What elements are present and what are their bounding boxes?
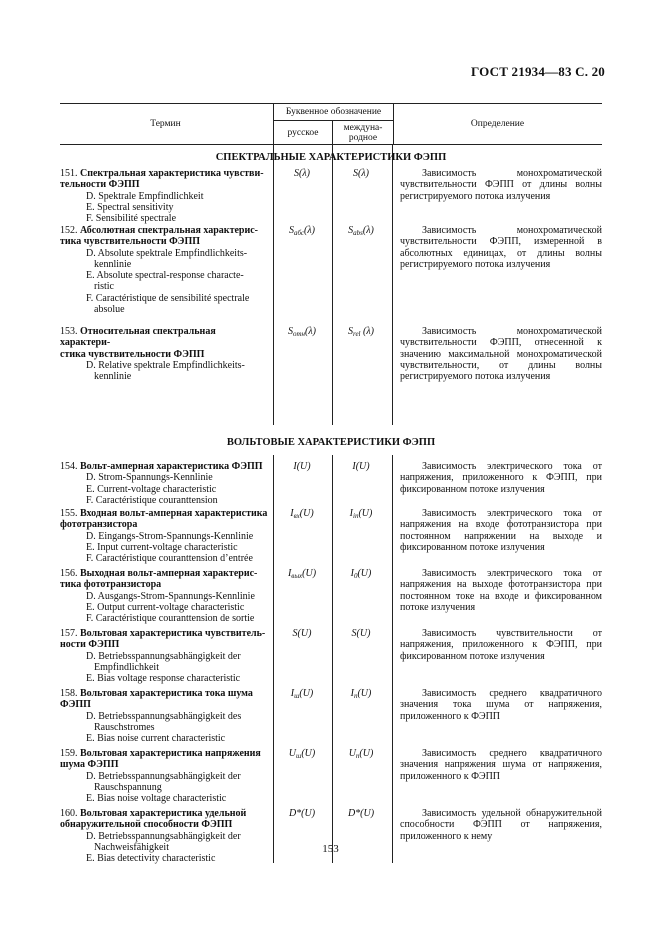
term-title-line1: Входная вольт-амперная характеристика xyxy=(80,508,268,519)
term-english: E. Absolute spectral-response characte- xyxy=(86,270,244,282)
term-title-line1: Вольтовая характеристика тока шума xyxy=(80,688,253,699)
symbol-base: I xyxy=(287,568,292,579)
symbol-international: S(U) xyxy=(351,628,371,639)
symbol-subscript: 0 xyxy=(353,572,358,580)
symbol-base: S xyxy=(287,326,293,337)
term-title-line2: фототранзистора xyxy=(60,519,138,531)
symbol-base: S xyxy=(288,225,294,236)
term-english: E. Bias noise current characteristic xyxy=(86,733,226,745)
symbol-argument: (U) xyxy=(357,688,372,699)
term-cell xyxy=(60,168,268,224)
term-german: D. Strom-Spannungs-Kennlinie xyxy=(86,472,213,484)
definition: Зависимость монохроматической чувствительности ФЭПП, отнесенной к значению максимальной монохроматической чувствительности, от длины волны регистрируемого потока излучения xyxy=(400,326,602,383)
term-number: 156. xyxy=(60,568,78,579)
term-number: 158. xyxy=(60,688,78,699)
term-number: 155. xyxy=(60,508,78,519)
term-french: F. Caractéristique couranttension d’entrée xyxy=(86,553,253,565)
term-german-cont: Empfindlichkeit xyxy=(94,661,159,673)
symbol-international xyxy=(332,508,390,519)
header-definition: Определение xyxy=(470,119,525,129)
term-title-line2: шума ФЭПП xyxy=(60,759,119,771)
term-title-line1: Вольтовая характеристика напряжения xyxy=(80,748,261,759)
term-english: E. Spectral sensitivity xyxy=(86,201,174,213)
term-title-line2: тика фототранзистора xyxy=(60,579,162,591)
table-body xyxy=(60,145,602,863)
symbol-international xyxy=(332,326,390,337)
term-title-line2: тельности ФЭПП xyxy=(60,179,140,191)
term-number: 151. xyxy=(60,168,78,179)
symbol-argument: (U) xyxy=(301,748,316,759)
term-title-line1: Вольтовая характеристика удельной xyxy=(80,808,247,819)
term-number: 153. xyxy=(60,326,78,337)
column-divider xyxy=(392,145,393,425)
definition: Зависимость среднего квадратичного значения тока шума от напряжения, приложенного к ФЭПП xyxy=(400,688,602,722)
symbol-international xyxy=(332,748,390,759)
symbol-subscript: отн xyxy=(292,330,306,338)
symbol-subscript: in xyxy=(353,512,359,520)
term-german: D. Eingangs-Strom-Spannungs-Kennlinie xyxy=(86,530,254,542)
term-cell xyxy=(60,508,268,564)
symbol-russian xyxy=(273,568,331,579)
symbol-base: S xyxy=(348,225,354,236)
symbol-russian: D*(U) xyxy=(288,808,316,819)
definition: Зависимость электрического тока от напряжения на выходе фототранзистора при постоянном токе на входе и фиксированном потоке излучения xyxy=(400,568,602,613)
terms-table xyxy=(60,103,602,863)
header-term: Термин xyxy=(150,119,181,129)
symbol-base: U xyxy=(288,748,297,759)
term-cell xyxy=(60,225,268,315)
term-title-line2: ФЭПП xyxy=(60,699,91,711)
term-title-line1: Вольтовая характеристика чувствитель- xyxy=(80,628,266,639)
term-german-cont: Nachweisfähigkeit xyxy=(94,841,169,853)
term-number: 160. xyxy=(60,808,78,819)
symbol-international xyxy=(332,225,390,236)
symbol-base: U xyxy=(348,748,356,759)
symbol-argument: (U) xyxy=(357,568,372,579)
symbol-russian: S(U) xyxy=(292,628,312,639)
symbol-subscript: вх xyxy=(293,512,300,520)
term-english: E. Bias noise voltage characteristic xyxy=(86,793,227,805)
term-title-line1: Вольт-амперная характеристика ФЭПП xyxy=(80,461,263,472)
symbol-base: S xyxy=(347,326,353,337)
term-german-cont: Rauschspannung xyxy=(94,781,162,793)
term-cell xyxy=(60,326,268,382)
term-cell xyxy=(60,688,268,744)
section-title-spectral: СПЕКТРАЛЬНЫЕ ХАРАКТЕРИСТИКИ ФЭПП xyxy=(215,152,447,163)
symbol-international xyxy=(332,688,390,699)
term-number: 152. xyxy=(60,225,78,236)
term-german: D. Spektrale Empfindlichkeit xyxy=(86,190,204,202)
symbol-subscript: ш xyxy=(296,752,302,760)
term-german-cont: Rauschstromes xyxy=(94,721,155,733)
symbol-russian xyxy=(273,688,331,699)
term-title-line2: ности ФЭПП xyxy=(60,639,120,651)
symbol-base: I xyxy=(290,688,295,699)
term-title-line1: Спектральная характеристика чувстви- xyxy=(80,168,264,179)
header-letter-title: Буквенное обозначение xyxy=(274,104,393,121)
term-english: E. Bias detectivity characteristic xyxy=(86,853,216,865)
standard-reference: ГОСТ 21934—83 С. 20 xyxy=(471,64,605,79)
symbol-russian xyxy=(273,508,331,519)
symbol-russian: I(U) xyxy=(293,461,311,472)
definition: Зависимость среднего квадратичного значения напряжения шума от напряжения, приложенного к ФЭПП xyxy=(400,748,602,782)
symbol-argument: (λ) xyxy=(304,225,316,236)
column-divider xyxy=(332,145,333,425)
term-title-line1: Абсолютная спектральная характерис- xyxy=(80,225,259,236)
symbol-subscript: абс xyxy=(293,229,305,237)
term-french: F. Caractéristique couranttension de sortie xyxy=(86,613,255,625)
term-english: E. Input current-voltage characteristic xyxy=(86,541,238,553)
term-english: E. Current-voltage characteristic xyxy=(86,483,217,495)
definition: Зависимость монохроматической чувствительности ФЭПП, измеренной в абсолютных единицах, от длины волны регистрируемого потока излучения xyxy=(400,225,602,270)
term-french: F. Caractéristique de sensibilité spectrale xyxy=(86,292,250,304)
term-english-cont: ristic xyxy=(94,281,114,293)
symbol-argument: (U) xyxy=(359,748,374,759)
header-russian: русское xyxy=(274,121,333,144)
term-german: D. Absolute spektrale Empfindlichkeits- xyxy=(86,247,248,259)
term-german-cont: kennlinie xyxy=(94,371,132,383)
term-german: D. Relative spektrale Empfindlichkeits- xyxy=(86,359,245,371)
symbol-russian xyxy=(273,748,331,759)
column-divider xyxy=(273,145,274,425)
symbol-base: I xyxy=(350,568,354,579)
term-number: 159. xyxy=(60,748,78,759)
table-header xyxy=(60,104,602,145)
symbol-argument: (U) xyxy=(302,568,317,579)
symbol-russian xyxy=(273,225,331,236)
symbol-subscript: n xyxy=(355,752,360,760)
symbol-argument: (U) xyxy=(299,508,314,519)
term-number: 157. xyxy=(60,628,78,639)
symbol-base: I xyxy=(290,508,294,519)
symbol-subscript: rel xyxy=(352,330,361,338)
column-divider xyxy=(392,455,393,863)
symbol-russian: S(λ) xyxy=(294,168,310,179)
symbol-subscript: abs xyxy=(353,229,363,237)
term-cell xyxy=(60,461,268,506)
term-german: D. Betriebsspannungsabhängigkeit des xyxy=(86,710,242,722)
term-cell xyxy=(60,748,268,804)
section-title-voltage: ВОЛЬТОВЫЕ ХАРАКТЕРИСТИКИ ФЭПП xyxy=(226,437,436,448)
definition: Зависимость электрического тока от напряжения на входе фототранзистора при постоянном напряжении на выходе и фиксированном потоке излучения xyxy=(400,508,602,553)
term-title-line1: Относительная спектральная характери- xyxy=(60,326,216,349)
symbol-argument: (U) xyxy=(358,508,373,519)
term-english: E. Output current-voltage characteristic xyxy=(86,601,245,613)
term-german: D. Ausgangs-Strom-Spannungs-Kennlinie xyxy=(86,590,255,602)
symbol-international: I(U) xyxy=(352,461,370,472)
symbol-base: I xyxy=(350,688,354,699)
definition: Зависимость электрического тока от напряжения, приложенного к ФЭПП, при фиксированном потоке излучения xyxy=(400,461,602,495)
term-french: F. Caractéristique couranttension xyxy=(86,494,218,506)
term-french-cont: absolue xyxy=(94,304,125,316)
term-cell xyxy=(60,808,268,864)
term-german: D. Betriebsspannungsabhängigkeit der xyxy=(86,830,241,842)
term-number: 154. xyxy=(60,461,78,472)
symbol-subscript: n xyxy=(353,692,358,700)
term-title-line2: обнаружительной способности ФЭПП xyxy=(60,819,233,831)
definition: Зависимость монохроматической чувствительности ФЭПП от длины волны регистрируемого потока излучения xyxy=(400,168,602,202)
symbol-argument: (λ) xyxy=(360,326,375,337)
term-german: D. Betriebsspannungsabhängigkeit der xyxy=(86,650,241,662)
symbol-international xyxy=(332,568,390,579)
symbol-base: I xyxy=(349,508,353,519)
term-title-line1: Выходная вольт-амперная характерис- xyxy=(80,568,258,579)
symbol-international: S(λ) xyxy=(353,168,369,179)
term-english: E. Bias voltage response characteristic xyxy=(86,673,241,685)
definition: Зависимость удельной обнаружительной способности ФЭПП от напряжения, приложенного к нему xyxy=(400,808,602,842)
symbol-subscript: вых xyxy=(291,572,303,580)
header-intl-line2: родное xyxy=(348,132,378,143)
symbol-argument: (U) xyxy=(299,688,314,699)
term-french: F. Sensibilité spectrale xyxy=(86,213,177,225)
definition: Зависимость чувствительности от напряжения, приложенного к ФЭПП, при фиксированном потоке излучения xyxy=(400,628,602,662)
symbol-russian xyxy=(273,326,331,337)
term-title-line2: тика чувствительности ФЭПП xyxy=(60,236,201,248)
term-german-cont: kennlinie xyxy=(94,258,132,270)
header-letter-designation xyxy=(273,104,394,144)
term-german: D. Betriebsspannungsabhängigkeit der xyxy=(86,770,241,782)
symbol-subscript: ш xyxy=(294,692,300,700)
symbol-argument: (λ) xyxy=(305,326,317,337)
symbol-argument: (λ) xyxy=(362,225,374,236)
header-international xyxy=(333,121,393,144)
page-number: 153 xyxy=(322,843,339,855)
symbol-international: D*(U) xyxy=(347,808,375,819)
header-intl-line1: междуна- xyxy=(343,122,383,133)
term-cell xyxy=(60,628,268,684)
term-cell xyxy=(60,568,268,624)
term-title-line2: стика чувствительности ФЭПП xyxy=(60,348,205,360)
